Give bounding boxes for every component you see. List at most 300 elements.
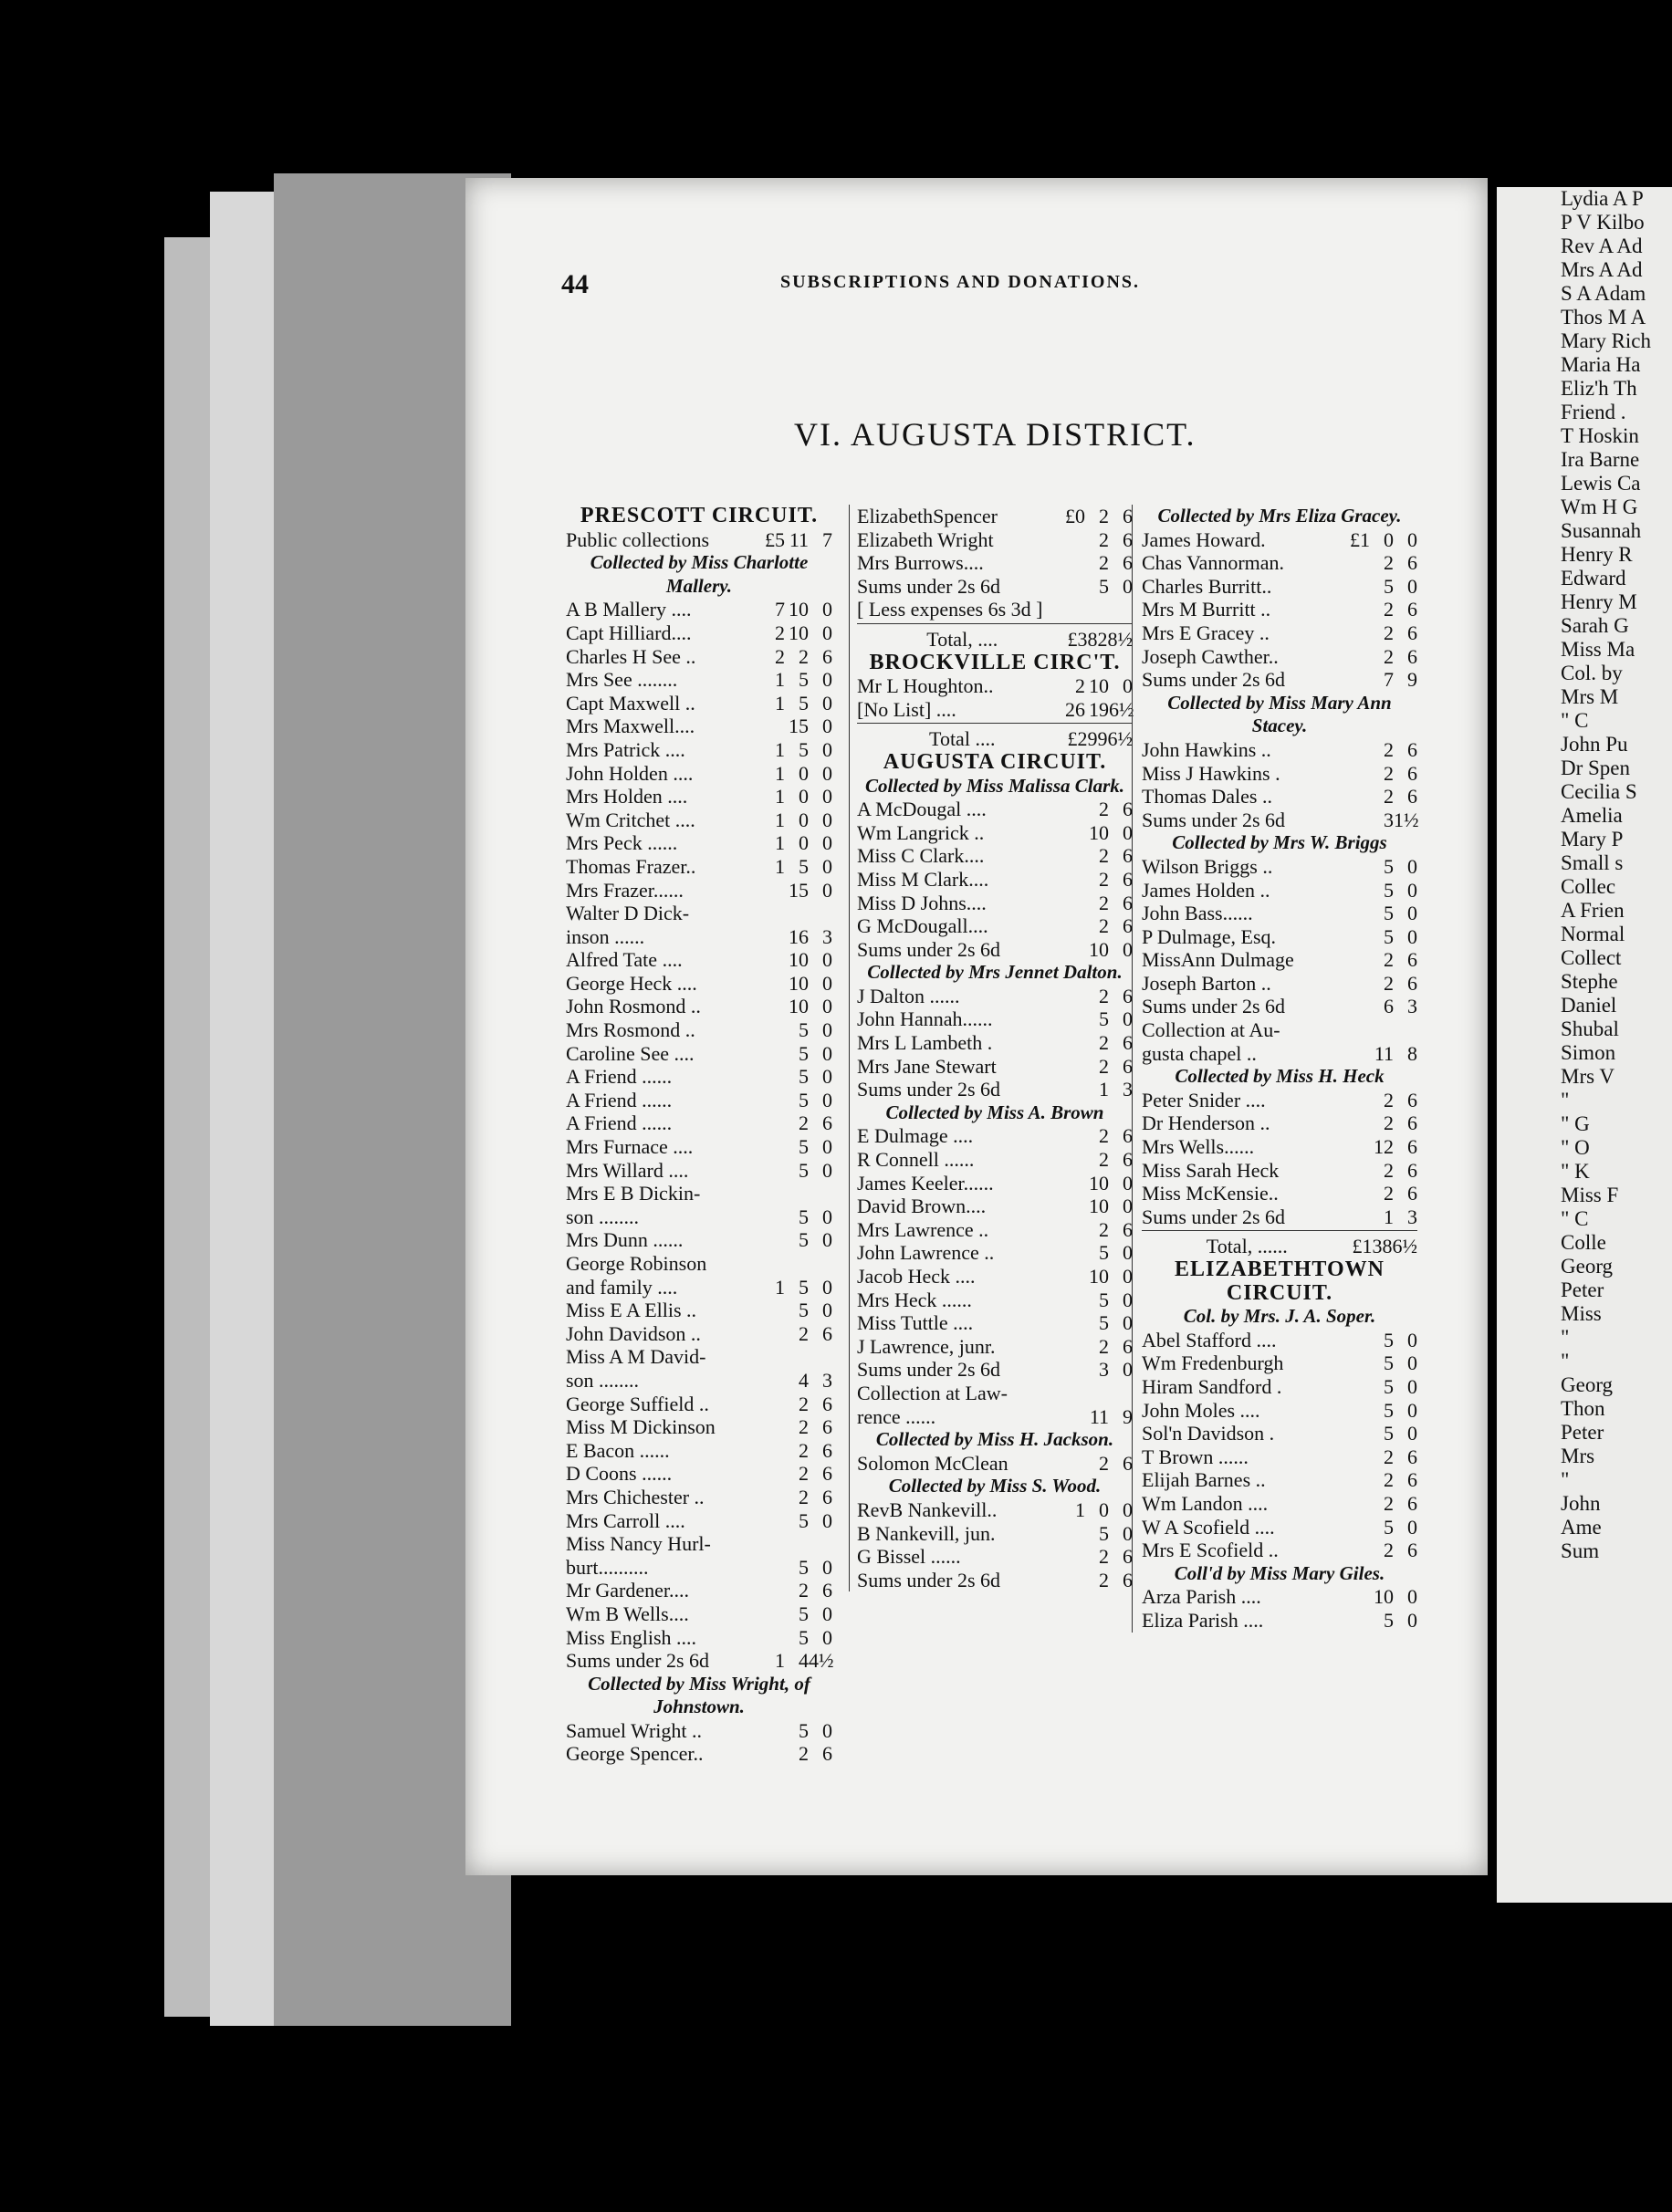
amount-pounds: [1348, 1585, 1370, 1609]
amount-pence: 0: [822, 1625, 832, 1649]
amount-pounds: [1063, 892, 1085, 915]
amount-shillings: 0: [1384, 527, 1394, 551]
amount-shillings: 4: [799, 1649, 809, 1673]
amount-shillings: 2: [1384, 1088, 1394, 1111]
amount-pounds: [1063, 868, 1085, 892]
amount-pounds: [1063, 1335, 1085, 1359]
amount-pence: 0: [822, 691, 832, 715]
entry-name: Mrs E Gracey ..: [1142, 621, 1270, 644]
subscription-entry: [857, 674, 1133, 698]
fragment-line: Col. by: [1561, 662, 1623, 684]
entry-name: Sums under 2s 6d: [857, 1568, 1001, 1591]
entry-name: D Coons ......: [566, 1462, 673, 1486]
entry-name: Miss McKensie..: [1142, 1182, 1279, 1205]
subscription-entry: [1142, 1329, 1417, 1352]
amount-shillings: 5: [799, 1275, 809, 1299]
amount-pounds: 2: [1075, 674, 1085, 698]
fragment-line: Maria Ha: [1561, 353, 1641, 376]
amount-shillings: 10: [789, 621, 809, 644]
entry-name: J Dalton ......: [857, 984, 960, 1007]
entry-name: James Howard.: [1142, 527, 1266, 551]
entry-name: Mrs Patrick ....: [566, 737, 685, 761]
fragment-line: S A Adam: [1561, 282, 1646, 305]
amount-pounds: 1: [775, 737, 785, 761]
amount-pence: 0: [822, 1041, 832, 1065]
amount-pounds: £0: [1065, 505, 1085, 527]
entry-name: John Moles ....: [1142, 1398, 1260, 1422]
amount-pence: 6: [1407, 1182, 1417, 1205]
amount-pounds: [763, 1205, 785, 1229]
amount-pence: 6: [1123, 505, 1133, 527]
amount-pounds: [763, 1486, 785, 1509]
fragment-line: Edward: [1561, 567, 1626, 590]
amount-pounds: [1348, 1205, 1370, 1229]
amount-pence: 0: [822, 715, 832, 738]
amount-shillings: 10: [789, 598, 809, 621]
subscription-entry: [566, 1649, 832, 1673]
subscription-entry: [1142, 1018, 1417, 1042]
amount-pounds: [763, 1018, 785, 1042]
entry-name: Walter D Dick-: [566, 902, 690, 925]
collector-heading: Collected by Miss Mary Ann Stacey.: [1167, 691, 1392, 737]
amount-pence: 6: [1407, 737, 1417, 761]
amount-pounds: [1348, 1351, 1370, 1375]
subscription-entry: [1142, 902, 1417, 925]
subscription-entry: [566, 1322, 832, 1346]
amount-pounds: 1: [775, 1649, 785, 1673]
amount-pounds: [1063, 528, 1085, 552]
amount-pence: 6: [1123, 867, 1133, 891]
amount-pounds: [763, 1579, 785, 1602]
amount-pounds: 2: [775, 644, 785, 668]
amount-pounds: [763, 1182, 785, 1205]
subscription-entry: [566, 668, 832, 692]
entry-name: Charles H See ..: [566, 644, 696, 668]
amount-pounds: [1348, 925, 1370, 949]
fragment-line: Mrs: [1561, 1445, 1595, 1467]
amount-pounds: [1063, 1545, 1085, 1569]
amount-pounds: 1: [775, 831, 785, 855]
subscription-entry: [1142, 668, 1417, 692]
amount-shillings: 1: [1099, 1078, 1109, 1101]
amount-pounds: [763, 1719, 785, 1743]
amount-shillings: 5: [799, 668, 809, 692]
amount-shillings: 5: [799, 1299, 809, 1322]
amount-pence: 0: [822, 1088, 832, 1111]
entry-name: Miss A M David-: [566, 1345, 706, 1369]
amount-pence: 6: [822, 1742, 832, 1766]
entry-name: Chas Vannorman.: [1142, 551, 1285, 575]
amount-pounds: [1063, 1452, 1085, 1476]
amount-shillings: 2: [799, 1415, 809, 1439]
subscription-entry: [1142, 575, 1417, 599]
subscription-entry: [566, 831, 832, 855]
entry-name: Sums under 2s 6d: [857, 1078, 1001, 1101]
amount-pounds: [1348, 1399, 1370, 1423]
subscription-entry: [857, 844, 1133, 868]
amount-pence: 0: [822, 1018, 832, 1042]
amount-shillings: 2: [799, 1579, 809, 1602]
amount-pounds: [763, 1462, 785, 1486]
amount-pence: 0: [1123, 1171, 1133, 1195]
amount-pounds: 1: [775, 668, 785, 692]
amount-shillings: 5: [1099, 1288, 1109, 1311]
amount-pence: 0: [822, 831, 832, 855]
amount-pounds: [1348, 809, 1370, 832]
subscription-entry: [566, 1276, 832, 1299]
subscription-entry: [1142, 1468, 1417, 1492]
amount-pounds: [1063, 1007, 1085, 1031]
entry-name: Mrs Jane Stewart: [857, 1054, 997, 1078]
fragment-line: Collec: [1561, 875, 1616, 898]
amount-shillings: 2: [1099, 1031, 1109, 1055]
fragment-line: Ame: [1561, 1516, 1602, 1539]
entry-name: G McDougall....: [857, 914, 988, 938]
subscription-entry: [566, 1159, 832, 1183]
amount-shillings: 2: [1099, 1054, 1109, 1078]
subscription-entry: [857, 1498, 1133, 1522]
amount-pounds: [763, 1252, 785, 1276]
amount-shillings: 5: [1384, 1351, 1394, 1375]
amount-shillings: 2: [1099, 1217, 1109, 1241]
amount-pence: 0: [1123, 1358, 1133, 1382]
amount-shillings: 5: [1384, 1608, 1394, 1632]
subscription-entry: [1142, 1422, 1417, 1445]
amount-pounds: [1063, 1241, 1085, 1265]
entry-name: Mrs Willard ....: [566, 1158, 689, 1182]
subscription-entry: [1142, 1089, 1417, 1112]
entry-name: Mrs Furnace ....: [566, 1135, 694, 1159]
subscription-entry: [857, 1452, 1133, 1476]
subscription-entry: [566, 1252, 832, 1276]
amount-shillings: [785, 902, 809, 925]
amount-pence: 1½: [1394, 808, 1419, 831]
subscription-entry: [1142, 738, 1417, 762]
subscription-entry: [1142, 1399, 1417, 1423]
amount-pence: 0: [1123, 1007, 1133, 1031]
collector-heading: Collected by Miss Charlotte Mallery.: [590, 551, 809, 597]
total-row: [857, 723, 1133, 751]
amount-shillings: 2: [1099, 798, 1109, 821]
amount-pounds: [1348, 948, 1370, 972]
amount-pounds: [763, 902, 785, 925]
column-3: [1132, 505, 1417, 1633]
entry-name: T Brown ......: [1142, 1445, 1249, 1468]
entry-name: Caroline See ....: [566, 1041, 695, 1065]
amount-pounds: [763, 1345, 785, 1369]
entry-name: Miss J Hawkins .: [1142, 761, 1280, 785]
amount-pence: 0: [1123, 574, 1133, 598]
subscription-entry: [1142, 621, 1417, 645]
amount-pence: 0: [822, 1135, 832, 1159]
amount-shillings: 2: [1099, 527, 1109, 551]
amount-shillings: 12: [1374, 1135, 1394, 1159]
amount-pence: [809, 902, 832, 925]
amount-pence: [809, 1532, 832, 1556]
fragment-line: A Frien: [1561, 899, 1625, 922]
amount-pence: 0: [1407, 574, 1417, 598]
amount-pounds: [763, 1626, 785, 1650]
amount-shillings: 0: [799, 761, 809, 785]
amount-pence: 3: [1407, 1205, 1417, 1228]
amount-pence: 6: [1123, 1031, 1133, 1055]
amount-shillings: 5: [1099, 574, 1109, 598]
collector-heading: Collected by Miss Wright, of Johnstown.: [588, 1672, 810, 1718]
collector-heading: Collected by Miss A. Brown: [885, 1101, 1104, 1123]
amount-pence: 0: [1407, 902, 1417, 925]
entry-name: Sums under 2s 6d: [857, 574, 1001, 598]
amount-pounds: [763, 1322, 785, 1346]
subscription-entry: [857, 1289, 1133, 1312]
amount-pence: 0: [1123, 1288, 1133, 1311]
amount-pounds: [1348, 1492, 1370, 1516]
amount-shillings: 9: [1097, 727, 1108, 751]
amount-shillings: 10: [1089, 820, 1109, 844]
amount-pence: 0: [822, 668, 832, 692]
entry-name: Wm Critchet ....: [566, 808, 695, 831]
subscription-entry: [1142, 1111, 1417, 1135]
subscription-entry: [566, 1042, 832, 1066]
subscription-entry: [566, 1439, 832, 1463]
amount-shillings: 2: [1097, 627, 1108, 651]
amount-pence: 0: [1123, 1521, 1133, 1545]
entry-name: Collection at Law-: [857, 1381, 1008, 1404]
entry-name: Mrs Frazer......: [566, 878, 684, 902]
fragment-line: Mrs V: [1561, 1065, 1615, 1088]
amount-pounds: [1063, 551, 1085, 575]
amount-pounds: [1063, 821, 1085, 845]
subscription-entry: [857, 1124, 1133, 1148]
amount-pence: 6: [1407, 551, 1417, 575]
subscription-entry: [566, 1579, 832, 1602]
amount-shillings: [785, 1345, 809, 1369]
entry-name: inson ......: [566, 924, 645, 948]
amount-shillings: 2: [1384, 761, 1394, 785]
entry-name: George Suffield ..: [566, 1392, 709, 1415]
subscription-entry: [1142, 762, 1417, 786]
subscription-entry: [857, 1522, 1133, 1546]
entry-name: burt..........: [566, 1555, 649, 1579]
fragment-line: Colle: [1561, 1231, 1606, 1254]
entry-name: John Holden ....: [566, 761, 694, 785]
amount-pounds: £13: [1352, 1235, 1383, 1258]
amount-pounds: [763, 1742, 785, 1766]
entry-name: John Bass......: [1142, 902, 1253, 925]
subscription-entry: [857, 1241, 1133, 1265]
amount-shillings: 2: [1099, 984, 1109, 1007]
amount-shillings: 5: [799, 737, 809, 761]
amount-pounds: [1063, 1078, 1085, 1101]
entry-name: Miss M Dickinson: [566, 1415, 716, 1439]
entry-name: P Dulmage, Esq.: [1142, 924, 1277, 948]
amount-shillings: 2: [1099, 914, 1109, 938]
subscription-entry: [1142, 1539, 1417, 1562]
amount-shillings: 10: [1089, 1195, 1109, 1218]
fragment-line: John: [1561, 1492, 1601, 1515]
amount-shillings: 0: [799, 831, 809, 855]
subscription-entry: [566, 995, 832, 1018]
subscription-entry: [1142, 528, 1417, 552]
amount-pounds: [1348, 1445, 1370, 1469]
amount-pounds: [1063, 1218, 1085, 1242]
amount-shillings: 5: [799, 1602, 809, 1625]
fragment-line: Henry M: [1561, 590, 1637, 613]
amount-pence: 6: [1407, 1158, 1417, 1182]
entry-name: Total ....: [929, 727, 996, 751]
subscription-entry: [566, 598, 832, 621]
subscription-entry: [857, 1405, 1133, 1429]
entry-name: Wm Fredenburgh: [1142, 1351, 1284, 1375]
amount-pounds: [1063, 575, 1085, 599]
entry-name: Alfred Tate ....: [566, 948, 683, 972]
amount-pounds: [1348, 1609, 1370, 1633]
subscription-entry: [857, 505, 1133, 528]
amount-pounds: 1: [775, 761, 785, 785]
subscription-entry: [857, 698, 1133, 722]
amount-shillings: 5: [799, 1041, 809, 1065]
running-head: SUBSCRIPTIONS AND DONATIONS.: [780, 272, 1141, 292]
fragment-line: Peter: [1561, 1278, 1604, 1301]
subscription-entry: [1142, 879, 1417, 903]
entry-name: RevB Nankevill..: [857, 1497, 998, 1521]
amount-pence: 0: [822, 737, 832, 761]
amount-shillings: 2: [1384, 948, 1394, 972]
collector-heading: Collected by Miss S. Wood.: [888, 1475, 1102, 1497]
amount-pence: 0: [1407, 1515, 1417, 1539]
amount-pounds: [1348, 738, 1370, 762]
amount-pounds: [763, 1135, 785, 1159]
subscription-entry: [857, 551, 1133, 575]
circuit-heading: BROCKVILLE CIRC'T.: [869, 650, 1121, 674]
fragment-line: Stephe: [1561, 970, 1618, 993]
amount-shillings: 15: [789, 878, 809, 902]
amount-shillings: 1: [1384, 1205, 1394, 1228]
subscription-entry: [857, 1031, 1133, 1055]
subscription-entry: [1142, 1375, 1417, 1399]
entry-name: A Friend ......: [566, 1065, 673, 1089]
fragment-line: ": [1561, 1326, 1570, 1349]
amount-shillings: 5: [799, 1625, 809, 1649]
amount-pence: 0: [1407, 1398, 1417, 1422]
amount-shillings: 10: [1374, 1585, 1394, 1609]
amount-shillings: 2: [1384, 551, 1394, 575]
entry-name: John Hannah......: [857, 1007, 993, 1031]
amount-pence: 6: [1123, 1545, 1133, 1569]
column-2: [849, 505, 1133, 1591]
amount-pence: 0: [1407, 1585, 1417, 1609]
amount-pounds: £29: [1067, 727, 1098, 751]
subscription-entry: [566, 645, 832, 669]
entry-name: Jacob Heck ....: [857, 1265, 976, 1288]
subscription-entry: [1142, 1609, 1417, 1633]
subscription-entry: [857, 798, 1133, 821]
amount-pounds: [763, 1089, 785, 1112]
entry-name: Abel Stafford ....: [1142, 1328, 1277, 1351]
amount-pence: 0: [1407, 1328, 1417, 1351]
amount-shillings: 2: [1384, 785, 1394, 809]
amount-pounds: 1: [775, 691, 785, 715]
entry-name: Eliza Parish ....: [1142, 1608, 1264, 1632]
amount-shillings: 2: [1384, 1445, 1394, 1468]
amount-shillings: 2: [799, 1485, 809, 1508]
subscription-entry: [857, 1545, 1133, 1569]
amount-shillings: [1370, 1018, 1394, 1042]
subscription-entry: [857, 914, 1133, 938]
fragment-line: Friend .: [1561, 401, 1626, 423]
subscription-entry: [566, 528, 832, 552]
fragment-line: Lydia A P: [1561, 187, 1644, 210]
entry-name: Sol'n Davidson .: [1142, 1422, 1275, 1445]
amount-pence: 8: [1407, 1041, 1417, 1065]
amount-pence: 6: [1407, 948, 1417, 972]
amount-shillings: 10: [1089, 1265, 1109, 1288]
amount-pounds: [763, 879, 785, 903]
amount-pence: 0: [822, 1602, 832, 1625]
amount-shillings: 2: [1099, 505, 1109, 527]
amount-pence: 0: [822, 761, 832, 785]
amount-shillings: 5: [799, 1088, 809, 1111]
subscription-entry: [1142, 598, 1417, 621]
entry-name: gusta chapel ..: [1142, 1041, 1257, 1065]
amount-shillings: 5: [1384, 1328, 1394, 1351]
entry-name: G Bissel ......: [857, 1545, 961, 1569]
fragment-line: ": [1561, 1468, 1570, 1491]
fragment-line: John Pu: [1561, 733, 1628, 756]
amount-pence: 6: [1123, 551, 1133, 575]
fragment-line: Miss F: [1561, 1184, 1619, 1206]
subscription-entry: [566, 1065, 832, 1089]
fragment-line: Wm H G: [1561, 496, 1638, 518]
amount-pounds: [763, 715, 785, 738]
entry-name: Mrs Maxwell....: [566, 715, 695, 738]
amount-shillings: 2: [799, 1438, 809, 1462]
amount-pounds: 2: [775, 621, 785, 644]
entry-name: Arza Parish ....: [1142, 1585, 1261, 1609]
amount-pence: 0: [822, 1299, 832, 1322]
amount-pence: 6: [1123, 1054, 1133, 1078]
amount-pounds: [1348, 1468, 1370, 1492]
amount-pence: 6: [1123, 1124, 1133, 1148]
entry-name: R Connell ......: [857, 1148, 975, 1172]
amount-shillings: 3: [1384, 808, 1394, 831]
amount-pounds: [1063, 1311, 1085, 1335]
amount-pence: 6: [1407, 1088, 1417, 1111]
amount-pence: 0: [822, 808, 832, 831]
amount-shillings: 2: [799, 1111, 809, 1135]
subscription-entry: [566, 879, 832, 903]
amount-pounds: [1348, 668, 1370, 692]
entry-name: W A Scofield ....: [1142, 1515, 1275, 1539]
amount-pounds: [1063, 1522, 1085, 1546]
fragment-line: " C: [1561, 1207, 1589, 1230]
amount-shillings: 2: [799, 1462, 809, 1486]
entry-name: Joseph Barton ..: [1142, 971, 1271, 995]
amount-pence: 6: [822, 1392, 832, 1415]
amount-pence: 6: [1407, 1135, 1417, 1159]
entry-name: A Friend ......: [566, 1088, 673, 1111]
entry-name: Mrs Burrows....: [857, 551, 984, 575]
total-row: [857, 623, 1133, 652]
amount-pence: 6: [1407, 1539, 1417, 1562]
entry-name: David Brown....: [857, 1195, 987, 1218]
fragment-line: ": [1561, 1089, 1570, 1111]
amount-shillings: 11: [1089, 1404, 1109, 1428]
entry-name: James Holden ..: [1142, 878, 1270, 902]
amount-pounds: [763, 1415, 785, 1439]
fragment-line: Mrs A Ad: [1561, 258, 1643, 281]
subscription-entry: [566, 1182, 832, 1205]
collector-heading: Collected by Miss H. Heck: [1175, 1065, 1385, 1088]
